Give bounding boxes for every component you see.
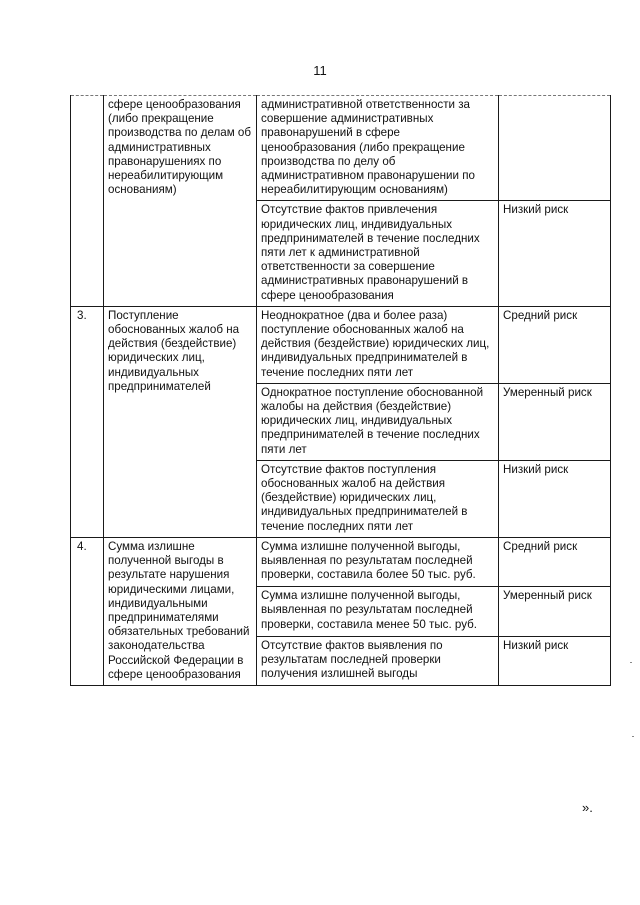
risk-level-cell: Умеренный риск [499, 383, 611, 460]
criterion-cell: Сумма излишне полученной выгоды в результате нарушения юридическими лицами, индивидуальными предпринимателями обязательных требований законодательства Российской Федерации в сфере ценообразования [104, 537, 257, 685]
condition-cell: Сумма излишне полученной выгоды, выявленная по результатам последней проверки, составила менее 50 тыс. руб. [257, 587, 499, 636]
risk-level-cell: Низкий риск [499, 460, 611, 537]
risk-level-cell: Низкий риск [499, 636, 611, 685]
page-number: 11 [313, 63, 327, 78]
condition-cell: административной ответственности за совершение административных правонарушений в сфере ценообразования (либо прекращение производства по делу об административном правонарушении по нереабилитирующим основаниям) [257, 96, 499, 201]
table-row [71, 306, 611, 383]
scan-artifact [632, 736, 634, 737]
table-row [71, 537, 611, 586]
risk-criteria-table [70, 95, 611, 686]
criterion-cell: Поступление обоснованных жалоб на действия (бездействие) юридических лиц, индивидуальных предпринимателей [104, 306, 257, 537]
row-number: 3. [71, 306, 104, 537]
condition-cell: Отсутствие фактов поступления обоснованных жалоб на действия (бездействие) юридических лиц, индивидуальных предпринимателей в течение последних пяти лет [257, 460, 499, 537]
risk-level-cell: Низкий риск [499, 201, 611, 306]
table-row [71, 96, 611, 201]
condition-cell: Неоднократное (два и более раза) поступление обоснованных жалоб на действия (бездействие) юридических лиц, индивидуальных предпринимателей в течение последних пяти лет [257, 306, 499, 383]
risk-level-cell: Средний риск [499, 306, 611, 383]
closing-quote-mark: ». [582, 800, 593, 815]
risk-level-cell [499, 96, 611, 201]
criterion-cell: сфере ценообразования (либо прекращение производства по делам об административных правонарушениях по нереабилитирующим основаниям) [104, 96, 257, 307]
condition-cell: Отсутствие фактов выявления по результатам последней проверки получения излишней выгоды [257, 636, 499, 685]
condition-cell: Однократное поступление обоснованной жалобы на действия (бездействие) юридических лиц, индивидуальных предпринимателей в течение последних пяти лет [257, 383, 499, 460]
condition-cell: Отсутствие фактов привлечения юридических лиц, индивидуальных предпринимателей в течение последних пяти лет к административной ответственности за совершение административных правонарушений в сфере ценообразования [257, 201, 499, 306]
row-number [71, 96, 104, 307]
risk-level-cell: Умеренный риск [499, 587, 611, 636]
row-number: 4. [71, 537, 104, 685]
scan-artifact [630, 662, 632, 663]
risk-level-cell: Средний риск [499, 537, 611, 586]
condition-cell: Сумма излишне полученной выгоды, выявленная по результатам последней проверки, составила более 50 тыс. руб. [257, 537, 499, 586]
